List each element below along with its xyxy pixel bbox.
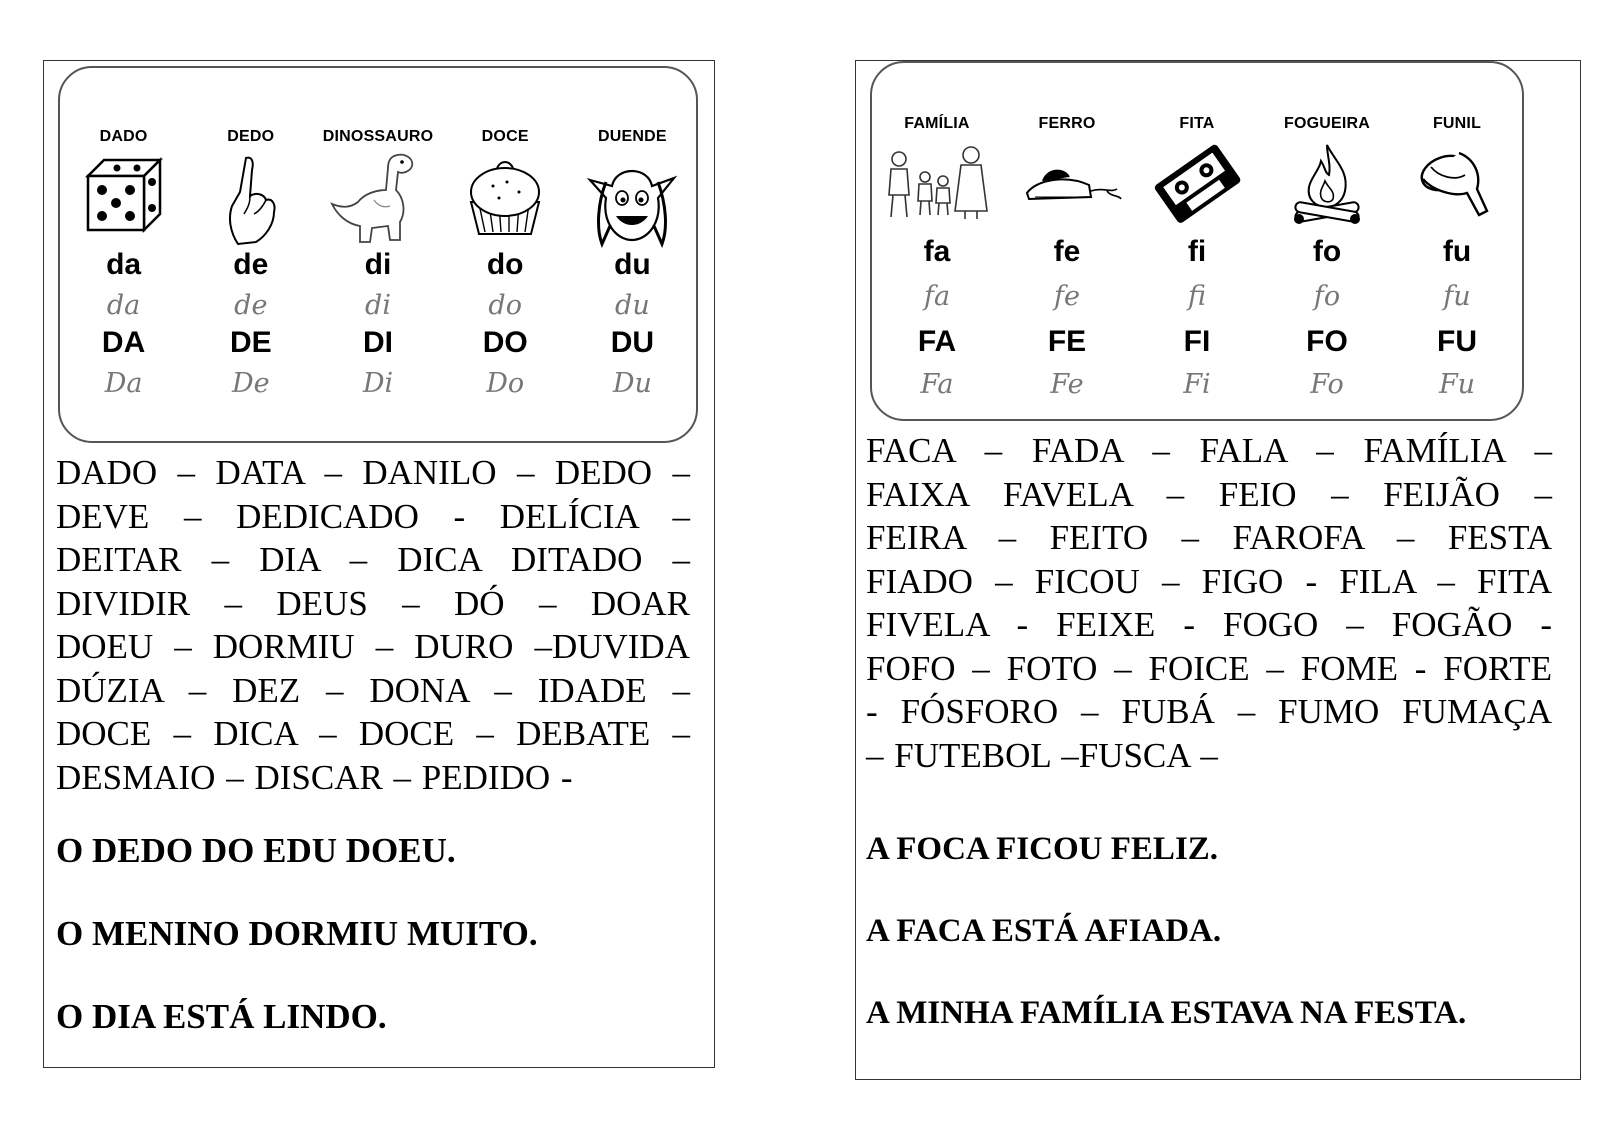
word-line: FEIRA – FEITO – FAROFA – FESTA xyxy=(866,518,1552,557)
word-line: FOFO – FOTO – FOICE – FOME - FORTE xyxy=(866,648,1552,688)
syllable-uppercase: FE xyxy=(1047,325,1087,358)
syllable-cursive: fo xyxy=(1313,281,1341,312)
syllable-column xyxy=(442,68,569,441)
syllable-column xyxy=(314,68,441,441)
family-icon xyxy=(877,141,997,221)
syllable-column xyxy=(60,68,187,441)
syllable-cursive: fa xyxy=(923,281,951,312)
syllable-cursive-uppercase: Da xyxy=(104,368,143,399)
sentence: A MINHA FAMÍLIA ESTAVA NA FESTA. xyxy=(866,995,1467,1031)
word-line: DEITAR – DIA – DICA DITADO – xyxy=(56,540,690,579)
candy-icon xyxy=(463,152,547,242)
word-line: FIADO – FICOU – FIGO - FILA – FITA xyxy=(866,561,1552,601)
syllable-column xyxy=(187,68,314,441)
syllable-cursive-uppercase: Fa xyxy=(920,369,954,400)
word-line: FACA – FADA – FALA – FAMÍLIA – xyxy=(866,431,1552,470)
syllable-column xyxy=(569,68,696,441)
syllable-uppercase: FO xyxy=(1306,325,1348,358)
picture-word: FUNIL xyxy=(1432,115,1482,132)
syllable-cursive-uppercase: Du xyxy=(612,368,652,399)
syllable-lowercase: fa xyxy=(923,235,951,268)
syllable-lowercase: du xyxy=(614,248,651,281)
syllable-column xyxy=(1392,63,1522,419)
word-line: DÚZIA – DEZ – DONA – IDADE – xyxy=(56,670,690,710)
cassette-tape-icon xyxy=(1149,141,1245,225)
syllable-cursive: de xyxy=(234,290,268,321)
syllable-lowercase: de xyxy=(233,248,269,281)
syllable-uppercase: DO xyxy=(482,326,528,359)
worksheet-panel-f xyxy=(855,60,1581,1080)
syllable-lowercase: di xyxy=(364,248,392,281)
word-list-d xyxy=(56,451,690,799)
syllable-cursive-uppercase: Di xyxy=(362,368,394,399)
syllable-cursive: fu xyxy=(1443,281,1471,312)
sentence: O MENINO DORMIU MUITO. xyxy=(56,914,538,953)
picture-word: FITA xyxy=(1179,115,1215,132)
syllable-cursive: di xyxy=(365,290,391,321)
syllable-uppercase: FU xyxy=(1437,325,1477,358)
word-line: DADO – DATA – DANILO – DEDO – xyxy=(56,453,690,492)
sentence: O DIA ESTÁ LINDO. xyxy=(56,997,387,1036)
picture-word: DEDO xyxy=(227,128,275,145)
word-line: DOEU – DORMIU – DURO –DUVIDA xyxy=(56,627,690,666)
picture-word: DINOSSAURO xyxy=(322,128,434,145)
syllable-lowercase: fi xyxy=(1187,235,1207,268)
dice-icon xyxy=(82,152,166,236)
syllable-chart-f xyxy=(870,61,1524,421)
word-line: DOCE – DICA – DOCE – DEBATE – xyxy=(56,714,690,753)
syllable-cursive-uppercase: Do xyxy=(486,368,525,399)
campfire-icon xyxy=(1285,141,1369,229)
word-line: DEVE – DEDICADO - DELÍCIA – xyxy=(56,496,690,536)
syllable-uppercase: DI xyxy=(362,326,393,359)
word-line: - FÓSFORO – FUBÁ – FUMO FUMAÇA xyxy=(866,692,1552,731)
word-list-f xyxy=(866,429,1552,777)
dinosaur-icon xyxy=(328,152,428,248)
word-line: – FUTEBOL –FUSCA – xyxy=(866,735,1218,775)
syllable-cursive-uppercase: Fe xyxy=(1050,369,1084,400)
syllable-uppercase: DU xyxy=(610,326,655,359)
syllable-uppercase: DA xyxy=(101,326,146,359)
picture-word: FAMÍLIA xyxy=(904,115,970,132)
syllable-cursive: do xyxy=(488,290,522,321)
syllable-column xyxy=(1132,63,1262,419)
syllable-chart-d xyxy=(58,66,698,443)
funnel-icon xyxy=(1415,141,1499,221)
syllable-cursive: fi xyxy=(1187,281,1206,312)
syllable-cursive: da xyxy=(106,290,141,321)
word-line: FIVELA - FEIXE - FOGO – FOGÃO - xyxy=(866,605,1552,644)
syllable-column xyxy=(872,63,1002,419)
syllable-lowercase: fu xyxy=(1442,235,1472,268)
iron-icon xyxy=(1007,141,1127,221)
syllable-column xyxy=(1002,63,1132,419)
sentence: A FOCA FICOU FELIZ. xyxy=(866,831,1219,867)
syllable-cursive-uppercase: Fi xyxy=(1183,369,1211,400)
syllable-uppercase: DE xyxy=(229,326,272,359)
picture-word: FERRO xyxy=(1038,115,1096,132)
syllable-cursive-uppercase: Fu xyxy=(1438,369,1476,400)
sentence: O DEDO DO EDU DOEU. xyxy=(56,831,456,870)
syllable-cursive-uppercase: De xyxy=(231,368,270,399)
word-line: DIVIDIR – DEUS – DÓ – DOAR xyxy=(56,583,690,623)
syllable-lowercase: da xyxy=(106,248,142,281)
syllable-cursive: du xyxy=(615,290,650,321)
syllable-lowercase: fe xyxy=(1053,235,1081,268)
syllable-lowercase: do xyxy=(486,248,524,281)
syllable-cursive: fe xyxy=(1054,281,1080,312)
word-line: DESMAIO – DISCAR – PEDIDO - xyxy=(56,757,573,797)
picture-word: DOCE xyxy=(481,128,529,145)
syllable-uppercase: FA xyxy=(917,325,957,358)
syllable-column xyxy=(1262,63,1392,419)
syllable-lowercase: fo xyxy=(1312,235,1342,268)
worksheet-panel-d xyxy=(43,60,715,1068)
sentence: A FACA ESTÁ AFIADA. xyxy=(866,913,1222,949)
finger-icon xyxy=(216,152,286,248)
goblin-icon xyxy=(586,152,678,248)
syllable-uppercase: FI xyxy=(1183,325,1211,358)
picture-word: DUENDE xyxy=(598,128,667,145)
picture-word: DADO xyxy=(99,128,148,145)
picture-word: FOGUEIRA xyxy=(1283,115,1371,132)
syllable-cursive-uppercase: Fo xyxy=(1310,369,1344,400)
word-line: FAIXA FAVELA – FEIO – FEIJÃO – xyxy=(866,474,1552,514)
